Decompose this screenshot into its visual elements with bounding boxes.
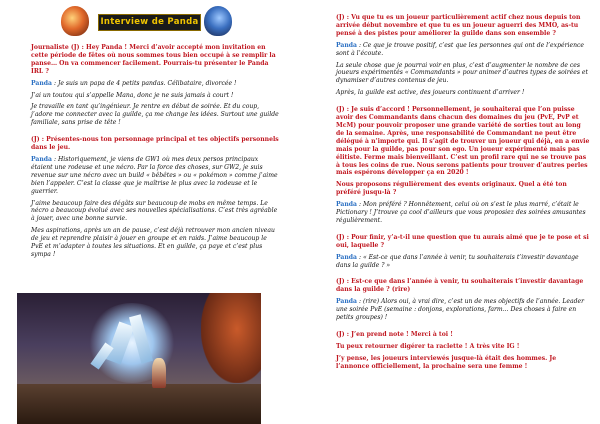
panda-answer xyxy=(31,156,280,196)
answer-continuation: Après, la guilde est active, des joueurs continuent d’arriver ! xyxy=(336,89,525,97)
journalist-question: (J) : Je suis d’accord ! Personnellement, je souhaiterai que l’on puisse avoir des Commandants dans chacun des domaines du jeu (PvE, PvP et McM) pour pouvoir proposer une grande variété de sorties tout au long de la semaine. Après, une responsabilité de Commandant ne peut être délégué à n’importe qui. Il s’agit de trouver un joueur qui déjà, en a envie mais pour la guilde, pas pour son ego. Un joueur expérimenté mais pas élitiste. Ferme mais bienveillant. C’est un profil rare qui ne se trouve pas à tous les coins de rue. Nous serons patients pour trouver d’autres perles mais espérons développer ça en 2020 ! xyxy=(336,106,590,177)
journalist-question: (J) : Est-ce que dans l’année à venir, tu souhaiterais t’investir davantage dans la guilde ? (rire) xyxy=(336,278,584,294)
speaker-label: Panda xyxy=(31,79,53,87)
panda-answer xyxy=(336,298,590,322)
right-column xyxy=(336,14,590,375)
answer-text: : Mon préféré ? Honnêtement, celui où on s’est le plus marré, c’était le Pictionary ! J’trouve ça cool d’ailleurs que vous proposiez des soirées amusantes régulièrement. xyxy=(336,201,586,224)
journalist-question: (J) : Pour finir, y’a-t-il une question que tu aurais aimé que je te pose et si oui, laquelle ? xyxy=(336,233,589,249)
answer-text: : Je suis un papa de 4 petits pandas. Célibataire, divorcée ! xyxy=(52,79,237,87)
speaker-label: Panda xyxy=(336,253,358,261)
answer-text: : Historiquement, je viens de GW1 où mes deux persos principaux étaient une rodeuse et une nécro. Par la force des choses, sur GW2, je suis revenue sur une nécro avec un build « bêbêtes » ou « pokémon » comme j’aime bien l’appeler. C’est la classe que je maîtrise le plus avec la rodeuse et le guerrier. xyxy=(31,155,278,195)
left-column xyxy=(31,0,280,263)
answer-text: : (rire) Alors oui, à vrai dire, c’est un de mes objectifs de l’année. Leader une soirée PvE (semaine : donjons, explorations, farm... Des choses à faire en petits groupes) ! xyxy=(336,298,585,322)
mascot-right-icon xyxy=(204,6,232,36)
panda-answer xyxy=(31,80,280,88)
journalist-question: (J) : Vu que tu es un joueur particulièrement actif chez nous depuis ton arrivée début novembre et que tu es un joueur aguerri des MMO, as-tu pensé à des pistes pour améliorer la guilde dans son ensemble ? xyxy=(336,14,581,37)
interview-title: Interview de Panda xyxy=(98,14,201,31)
answer-continuation: J’ai un toutou qui s’appelle Mana, donc je ne suis jamais à court ! xyxy=(31,91,234,99)
journalist-question: (J) : J’en prend note ! Merci à toi ! xyxy=(336,331,453,338)
right-article-text xyxy=(336,14,590,371)
header-banner xyxy=(31,0,280,44)
panda-answer xyxy=(336,254,590,270)
panda-answer xyxy=(336,201,590,225)
journalist-question: Nous proposons régulièrement des events originaux. Quel a été ton préféré jusqu-là ? xyxy=(336,181,567,197)
game-screenshot xyxy=(17,293,261,424)
answer-text: : « Est-ce que dans l’année à venir, tu souhaiterais t’investir davantage dans la guilde ? » xyxy=(336,253,579,269)
journalist-question: J’y pense, les joueurs interviewés jusque-là était des hommes. Je l’annonce officiellement, la prochaine sera une femme ! xyxy=(336,354,557,370)
journalist-question: Tu peux retourner digérer ta raclette ! A très vite IG ! xyxy=(336,342,520,350)
mascot-left-icon xyxy=(61,6,89,36)
journalist-question: Journaliste (J) : Hey Panda ! Merci d’avoir accepté mon invitation en cette période de fêtes où nous sommes tous bien occupé à se remplir la panse… On va commencer facilement. Pourrais-tu présenter le Panda IRL ? xyxy=(31,44,276,75)
answer-text: : Ce que je trouve positif, c’est que les personnes qui ont de l’expérience sont à l’écoute. xyxy=(336,41,585,57)
left-article-text xyxy=(31,44,280,259)
answer-continuation: Mes aspirations, après un an de pause, c’est déjà retrouver mon ancien niveau de jeu et reprendre plaisir à jouer en groupe et en raids. J’aime beaucoup le PvE et m’adapter à toutes les situations. Et en guilde, ça paye et c’est plus sympa ! xyxy=(31,227,275,258)
answer-continuation: J’aime beaucoup faire des dégâts sur beaucoup de mobs en même temps. Le nécro a beaucoup évolué avec ses nouvelles spécialisations. C’est très agréable à jouer, avec une bonne survie. xyxy=(31,199,278,223)
speaker-label: Panda xyxy=(336,298,358,306)
speaker-label: Panda xyxy=(336,41,358,49)
answer-continuation: La seule chose que je pourrai voir en plus, c’est d’augmenter le nombre de ces joueurs expérimentés « Commandants » pour animer d’autres types de soirées et dynamiser d’autres contenus de jeu. xyxy=(336,61,588,85)
journalist-question: (J) : Présentes-nous ton personnage principal et tes objectifs personnels dans le jeu. xyxy=(31,136,279,152)
panda-answer xyxy=(336,42,590,58)
speaker-label: Panda xyxy=(336,201,358,209)
answer-continuation: Je travaille en tant qu’ingénieur. Je rentre en début de soirée. Et du coup, j’adore me connecter avec la guilde, ça me change les idées. Surtout une guilde familiale, sans prise de tête ! xyxy=(31,103,279,127)
speaker-label: Panda xyxy=(31,155,53,163)
